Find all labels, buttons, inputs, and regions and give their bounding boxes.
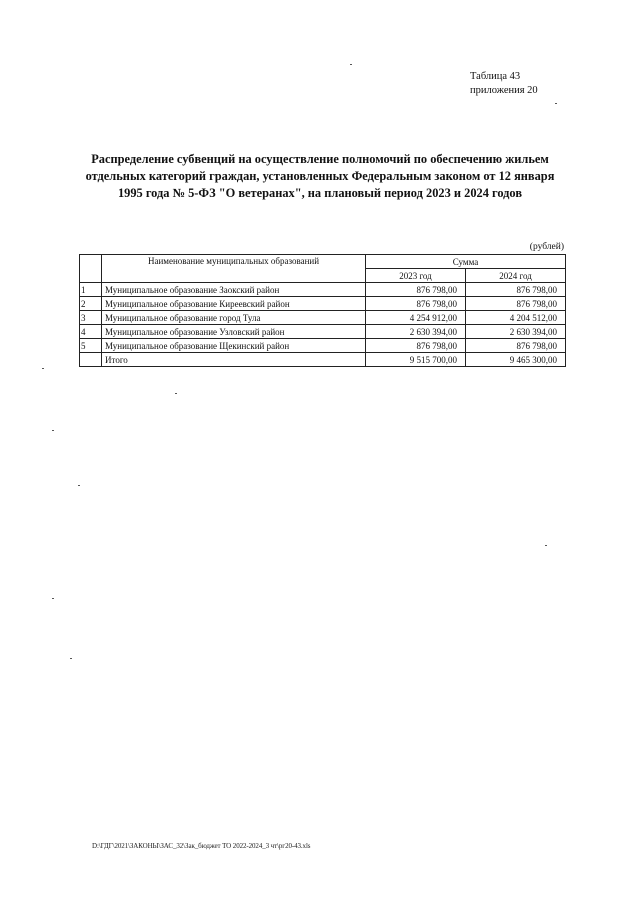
title-line-1: Распределение субвенций на осуществление полномочий по обеспечению жильем: [91, 152, 549, 166]
row-name: Муниципальное образование Щекинский район: [102, 339, 366, 353]
row-number: 1: [80, 283, 102, 297]
row-value-2023: 876 798,00: [366, 283, 466, 297]
header-2023-cell: 2023 год: [366, 269, 466, 283]
total-value-2023: 9 515 700,00: [366, 353, 466, 367]
title-line-3: 1995 года № 5-ФЗ "О ветеранах", на плановый период 2023 и 2024 годов: [117, 186, 523, 200]
table-row: [80, 311, 566, 325]
row-name: Муниципальное образование Заокский район: [102, 283, 366, 297]
table-number: Таблица 43: [470, 71, 521, 82]
scan-speck: [545, 545, 547, 546]
appendix-number: приложения 20: [470, 85, 538, 96]
row-number: 3: [80, 311, 102, 325]
table-row: [80, 283, 566, 297]
table-total-row: [80, 353, 566, 367]
header-2024-cell: 2024 год: [466, 269, 566, 283]
row-value-2024: 2 630 394,00: [466, 325, 566, 339]
total-value-2024: 9 465 300,00: [466, 353, 566, 367]
row-value-2024: 876 798,00: [466, 339, 566, 353]
header-sum-cell: Сумма: [366, 255, 566, 269]
scan-speck: [350, 64, 352, 65]
table-header-row: [80, 255, 566, 269]
document-title: [70, 151, 570, 202]
scan-speck: [70, 658, 72, 659]
total-number: [80, 353, 102, 367]
scan-speck: [52, 598, 54, 599]
scan-speck: [52, 430, 54, 431]
row-value-2023: 876 798,00: [366, 339, 466, 353]
header-name-cell: Наименование муниципальных образований: [102, 255, 366, 283]
title-line-2: отдельных категорий граждан, установленных Федеральным законом от 12 января: [85, 169, 555, 183]
row-name: Муниципальное образование Узловский район: [102, 325, 366, 339]
scan-speck: [78, 485, 80, 486]
table-reference: [470, 70, 538, 98]
scan-speck: [42, 368, 44, 369]
row-value-2024: 4 204 512,00: [466, 311, 566, 325]
row-value-2023: 4 254 912,00: [366, 311, 466, 325]
row-name: Муниципальное образование Киреевский район: [102, 297, 366, 311]
row-value-2024: 876 798,00: [466, 283, 566, 297]
row-number: 5: [80, 339, 102, 353]
row-number: 4: [80, 325, 102, 339]
file-path-footer: D:\ГДГ\2021\ЗАКОНЫ\ЗАС_32\Зак_бюджет ТО 2022-2024_3 чт\рг20-43.xls: [92, 842, 311, 850]
row-name: Муниципальное образование город Тула: [102, 311, 366, 325]
table-row: [80, 325, 566, 339]
scan-speck: [175, 393, 177, 394]
table-row: [80, 297, 566, 311]
subvention-table: [79, 254, 566, 367]
row-value-2024: 876 798,00: [466, 297, 566, 311]
row-value-2023: 2 630 394,00: [366, 325, 466, 339]
table-row: [80, 339, 566, 353]
total-label: Итого: [102, 353, 366, 367]
scan-speck: [555, 103, 557, 104]
row-value-2023: 876 798,00: [366, 297, 466, 311]
row-number: 2: [80, 297, 102, 311]
header-number-cell: [80, 255, 102, 283]
units-label: (рублей): [529, 242, 564, 252]
